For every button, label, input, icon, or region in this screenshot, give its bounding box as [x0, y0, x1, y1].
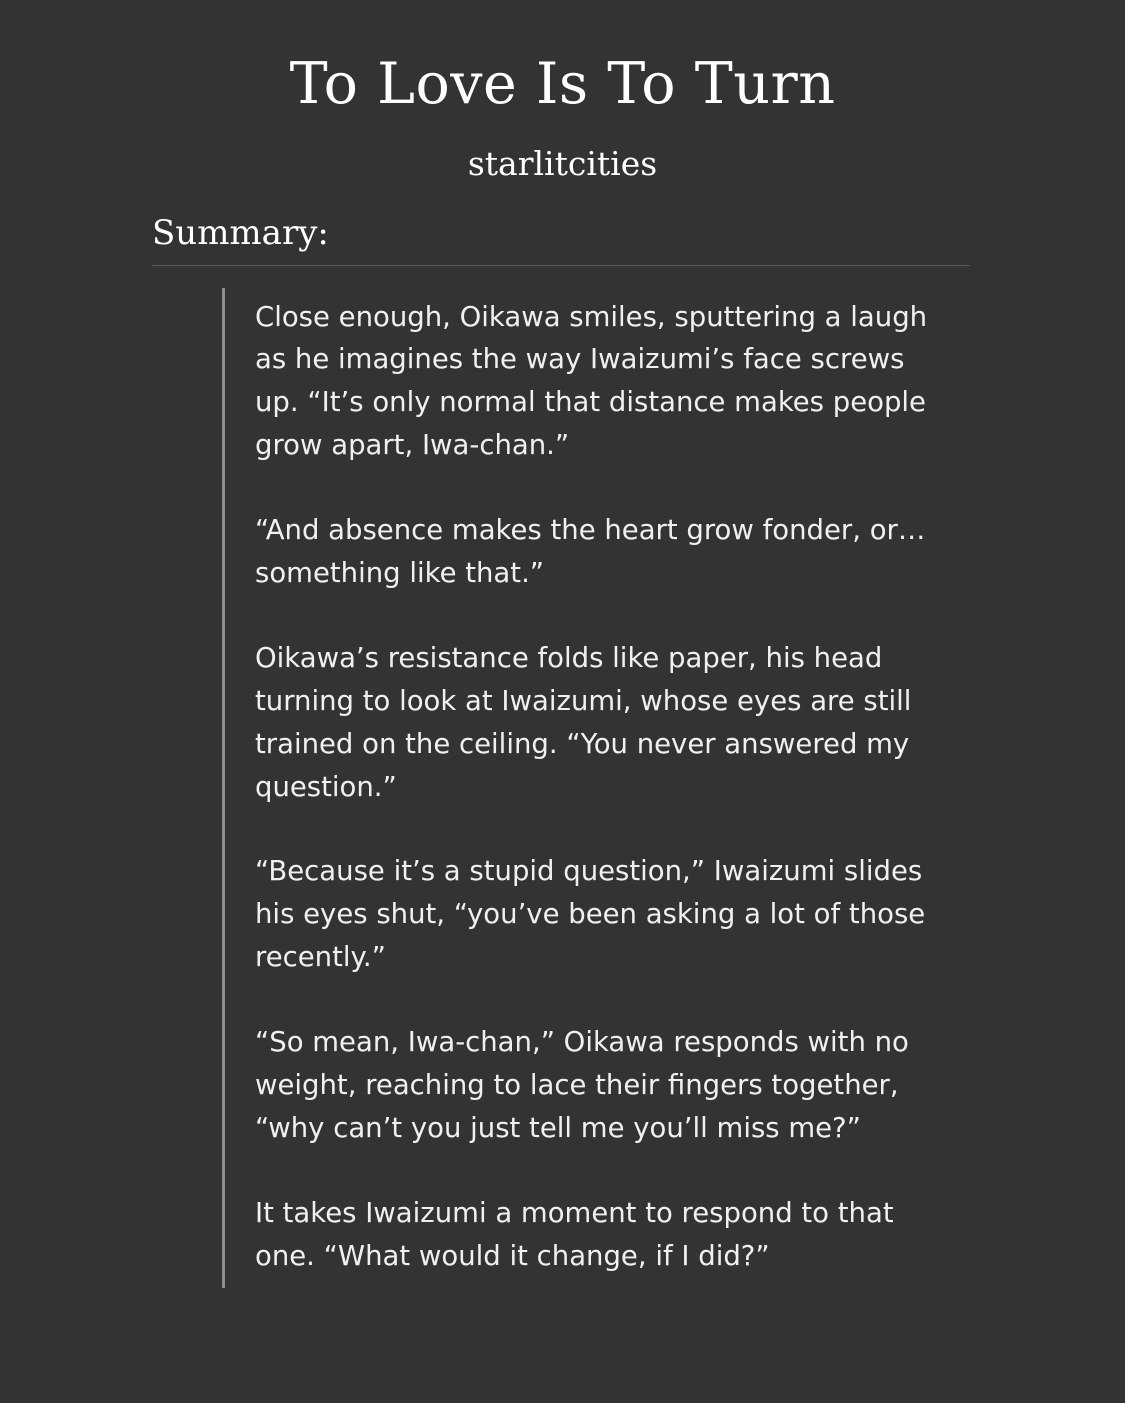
- summary-heading: Summary:: [152, 213, 970, 266]
- summary-paragraph: “And absence makes the heart grow fonder, or…something like that.”: [255, 514, 926, 589]
- summary-blockquote: [222, 288, 970, 1288]
- author-byline[interactable]: starlitcities: [467, 143, 658, 183]
- summary-paragraph: It takes Iwaizumi a moment to respond to that one. “What would it change, if I did?”: [255, 1196, 894, 1272]
- summary-paragraph: Close enough, Oikawa smiles, sputtering a laugh as he imagines the way Iwaizumi’s face screws up. “It’s only normal that distance makes people grow apart, Iwa-chan.”: [255, 300, 928, 462]
- summary-paragraph: Oikawa’s resistance folds like paper, his head turning to look at Iwaizumi, whose eyes are still trained on the ceiling. “You never answered my question.”: [255, 641, 912, 803]
- summary-paragraph: “So mean, Iwa-chan,” Oikawa responds with no weight, reaching to lace their fingers together, “why can’t you just tell me you’ll miss me?”: [255, 1026, 909, 1144]
- summary-paragraph: “Because it’s a stupid question,” Iwaizumi slides his eyes shut, “you’ve been asking a lot of those recently.”: [255, 855, 926, 974]
- page-title: To Love Is To Turn: [289, 51, 836, 117]
- summary-section: [0, 213, 1125, 1288]
